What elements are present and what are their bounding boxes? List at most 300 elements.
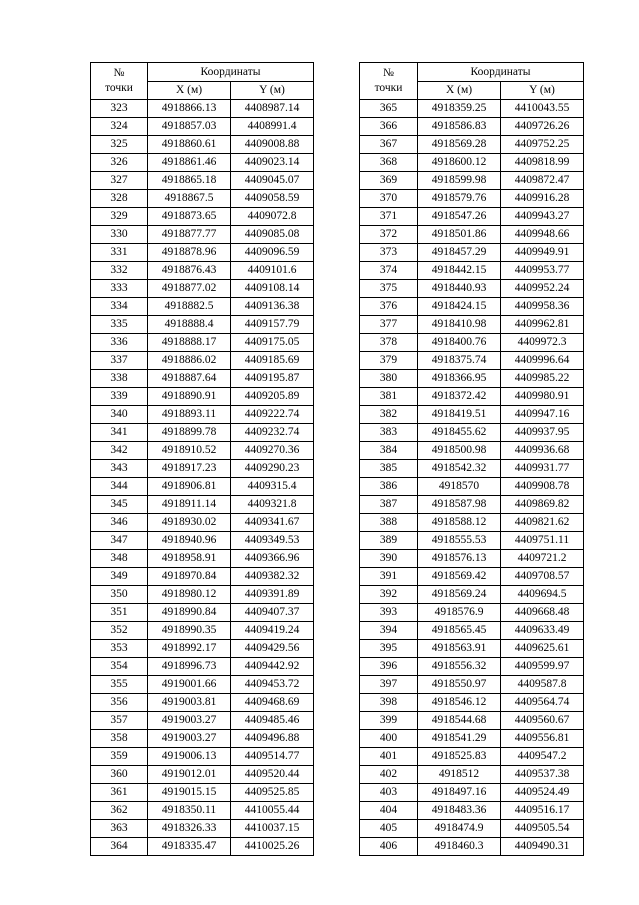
x-coordinate-cell: 4918500.98 xyxy=(418,442,501,460)
table-left-body xyxy=(91,63,314,856)
point-number-cell: 339 xyxy=(91,388,148,406)
x-coordinate-cell: 4918483.36 xyxy=(418,802,501,820)
point-number-cell: 400 xyxy=(360,730,418,748)
point-number-cell: 364 xyxy=(91,838,148,856)
table-row xyxy=(360,676,584,694)
table-row xyxy=(91,208,314,226)
point-number-cell: 341 xyxy=(91,424,148,442)
point-number-cell: 368 xyxy=(360,154,418,172)
x-coordinate-cell: 4918542.32 xyxy=(418,460,501,478)
table-row xyxy=(360,694,584,712)
number-sign: № xyxy=(383,67,394,79)
table-row xyxy=(91,622,314,640)
point-number-cell: 360 xyxy=(91,766,148,784)
point-number-cell: 383 xyxy=(360,424,418,442)
x-coordinate-cell: 4918893.11 xyxy=(148,406,231,424)
table-row xyxy=(360,802,584,820)
y-coordinate-cell: 4409556.81 xyxy=(501,730,584,748)
x-coordinate-cell: 4918442.15 xyxy=(418,262,501,280)
y-coordinate-cell: 4409366.96 xyxy=(231,550,314,568)
x-coordinate-cell: 4918990.84 xyxy=(148,604,231,622)
x-coordinate-cell: 4919012.01 xyxy=(148,766,231,784)
table-row xyxy=(91,154,314,172)
x-coordinate-cell: 4918359.25 xyxy=(418,100,501,118)
point-number-cell: 388 xyxy=(360,514,418,532)
y-coordinate-cell: 4410037.15 xyxy=(231,820,314,838)
y-coordinate-cell: 4409916.28 xyxy=(501,190,584,208)
x-coordinate-cell: 4918899.78 xyxy=(148,424,231,442)
point-number-cell: 384 xyxy=(360,442,418,460)
table-row xyxy=(91,442,314,460)
x-coordinate-cell: 4918911.14 xyxy=(148,496,231,514)
table-row xyxy=(360,550,584,568)
point-number-header xyxy=(360,63,418,100)
table-right-body xyxy=(360,63,584,856)
table-row xyxy=(91,172,314,190)
table-row xyxy=(360,100,584,118)
y-coordinate-cell: 4409205.89 xyxy=(231,388,314,406)
y-coordinate-cell: 4409936.68 xyxy=(501,442,584,460)
x-coordinate-cell: 4918419.51 xyxy=(418,406,501,424)
x-coordinate-cell: 4918890.91 xyxy=(148,388,231,406)
x-coordinate-cell: 4918877.77 xyxy=(148,226,231,244)
y-coordinate-cell: 4409985.22 xyxy=(501,370,584,388)
number-sign: № xyxy=(113,67,125,79)
y-coordinate-cell: 4409980.91 xyxy=(501,388,584,406)
y-coordinate-cell: 4409668.48 xyxy=(501,604,584,622)
x-coordinate-cell: 4919003.81 xyxy=(148,694,231,712)
table-row xyxy=(360,424,584,442)
y-coordinate-cell: 4409937.95 xyxy=(501,424,584,442)
y-coordinate-cell: 4409599.97 xyxy=(501,658,584,676)
x-coordinate-cell: 4919003.27 xyxy=(148,730,231,748)
table-row xyxy=(91,730,314,748)
y-coordinate-cell: 4409341.67 xyxy=(231,514,314,532)
table-row xyxy=(91,334,314,352)
x-coordinate-cell: 4918555.53 xyxy=(418,532,501,550)
y-coordinate-cell: 4409429.56 xyxy=(231,640,314,658)
table-row xyxy=(360,640,584,658)
table-row xyxy=(91,838,314,856)
table-row xyxy=(91,586,314,604)
x-coordinate-cell: 4918876.43 xyxy=(148,262,231,280)
x-coordinate-cell: 4918996.73 xyxy=(148,658,231,676)
point-number-cell: 397 xyxy=(360,676,418,694)
x-coordinate-cell: 4918917.23 xyxy=(148,460,231,478)
point-number-cell: 350 xyxy=(91,586,148,604)
table-row xyxy=(91,280,314,298)
y-coordinate-cell: 4409947.16 xyxy=(501,406,584,424)
x-coordinate-cell: 4918541.29 xyxy=(418,730,501,748)
y-coordinate-cell: 4409496.88 xyxy=(231,730,314,748)
y-coordinate-cell: 4409633.49 xyxy=(501,622,584,640)
point-number-cell: 334 xyxy=(91,298,148,316)
y-coordinate-cell: 4409505.54 xyxy=(501,820,584,838)
point-number-header xyxy=(91,63,148,100)
x-coordinate-cell: 4919001.66 xyxy=(148,676,231,694)
point-number-cell: 382 xyxy=(360,406,418,424)
point-number-cell: 329 xyxy=(91,208,148,226)
y-coordinate-cell: 4409349.53 xyxy=(231,532,314,550)
point-number-cell: 340 xyxy=(91,406,148,424)
x-coordinate-cell: 4918886.02 xyxy=(148,352,231,370)
point-number-cell: 324 xyxy=(91,118,148,136)
x-coordinate-cell: 4918600.12 xyxy=(418,154,501,172)
y-coordinate-cell: 4408987.14 xyxy=(231,100,314,118)
table-row xyxy=(360,190,584,208)
point-number-cell: 328 xyxy=(91,190,148,208)
x-coordinate-cell: 4918366.95 xyxy=(418,370,501,388)
table-row xyxy=(91,316,314,334)
x-coordinate-cell: 4918570 xyxy=(418,478,501,496)
x-coordinate-cell: 4918372.42 xyxy=(418,388,501,406)
y-coordinate-cell: 4409694.5 xyxy=(501,586,584,604)
table-row xyxy=(91,532,314,550)
x-coordinate-cell: 4918400.76 xyxy=(418,334,501,352)
y-coordinate-cell: 4409315.4 xyxy=(231,478,314,496)
point-number-cell: 331 xyxy=(91,244,148,262)
x-header: X (м) xyxy=(418,82,501,100)
y-coordinate-cell: 4409972.3 xyxy=(501,334,584,352)
y-header: Y (м) xyxy=(231,82,314,100)
point-number-cell: 401 xyxy=(360,748,418,766)
table-row xyxy=(91,478,314,496)
y-coordinate-cell: 4409537.38 xyxy=(501,766,584,784)
x-coordinate-cell: 4918544.68 xyxy=(418,712,501,730)
table-row xyxy=(360,838,584,856)
point-number-cell: 373 xyxy=(360,244,418,262)
y-coordinate-cell: 4409547.2 xyxy=(501,748,584,766)
x-coordinate-cell: 4918940.96 xyxy=(148,532,231,550)
y-coordinate-cell: 4409952.24 xyxy=(501,280,584,298)
x-coordinate-cell: 4918860.61 xyxy=(148,136,231,154)
x-coordinate-cell: 4918882.5 xyxy=(148,298,231,316)
table-row xyxy=(91,298,314,316)
x-coordinate-cell: 4918867.5 xyxy=(148,190,231,208)
x-coordinate-cell: 4918547.26 xyxy=(418,208,501,226)
table-row xyxy=(360,658,584,676)
point-number-cell: 399 xyxy=(360,712,418,730)
point-number-cell: 343 xyxy=(91,460,148,478)
x-coordinate-cell: 4918350.11 xyxy=(148,802,231,820)
point-number-cell: 348 xyxy=(91,550,148,568)
y-coordinate-cell: 4409752.25 xyxy=(501,136,584,154)
table-row xyxy=(360,622,584,640)
table-row xyxy=(360,496,584,514)
point-number-cell: 405 xyxy=(360,820,418,838)
y-coordinate-cell: 4409958.36 xyxy=(501,298,584,316)
table-row xyxy=(360,226,584,244)
point-number-cell: 330 xyxy=(91,226,148,244)
coordinates-header: Координаты xyxy=(418,63,584,82)
point-number-cell: 327 xyxy=(91,172,148,190)
y-coordinate-cell: 4409232.74 xyxy=(231,424,314,442)
table-row xyxy=(360,568,584,586)
x-coordinate-cell: 4918501.86 xyxy=(418,226,501,244)
point-number-cell: 325 xyxy=(91,136,148,154)
table-row xyxy=(360,298,584,316)
point-number-cell: 376 xyxy=(360,298,418,316)
point-number-cell: 362 xyxy=(91,802,148,820)
table-row xyxy=(360,532,584,550)
table-row xyxy=(91,100,314,118)
table-row xyxy=(91,118,314,136)
y-coordinate-cell: 4409085.08 xyxy=(231,226,314,244)
y-coordinate-cell: 4409962.81 xyxy=(501,316,584,334)
y-coordinate-cell: 4408991.4 xyxy=(231,118,314,136)
point-number-cell: 395 xyxy=(360,640,418,658)
point-number-cell: 375 xyxy=(360,280,418,298)
table-row xyxy=(360,334,584,352)
y-coordinate-cell: 4409949.91 xyxy=(501,244,584,262)
y-coordinate-cell: 4409023.14 xyxy=(231,154,314,172)
x-coordinate-cell: 4918410.98 xyxy=(418,316,501,334)
x-coordinate-cell: 4918569.42 xyxy=(418,568,501,586)
table-row xyxy=(91,226,314,244)
point-label: точки xyxy=(374,82,403,94)
y-coordinate-cell: 4409514.77 xyxy=(231,748,314,766)
point-number-cell: 392 xyxy=(360,586,418,604)
y-coordinate-cell: 4409726.26 xyxy=(501,118,584,136)
table-row xyxy=(91,352,314,370)
x-coordinate-cell: 4918460.3 xyxy=(418,838,501,856)
point-number-cell: 363 xyxy=(91,820,148,838)
table-row xyxy=(360,316,584,334)
x-coordinate-cell: 4918569.28 xyxy=(418,136,501,154)
table-row xyxy=(360,478,584,496)
table-row xyxy=(360,748,584,766)
point-number-cell: 338 xyxy=(91,370,148,388)
table-row xyxy=(360,514,584,532)
point-number-cell: 403 xyxy=(360,784,418,802)
x-header: X (м) xyxy=(148,82,231,100)
point-number-cell: 394 xyxy=(360,622,418,640)
y-coordinate-cell: 4409525.85 xyxy=(231,784,314,802)
y-coordinate-cell: 4409045.07 xyxy=(231,172,314,190)
point-number-cell: 344 xyxy=(91,478,148,496)
x-coordinate-cell: 4918576.13 xyxy=(418,550,501,568)
point-number-cell: 326 xyxy=(91,154,148,172)
y-coordinate-cell: 4409101.6 xyxy=(231,262,314,280)
x-coordinate-cell: 4918455.62 xyxy=(418,424,501,442)
x-coordinate-cell: 4918550.97 xyxy=(418,676,501,694)
point-number-cell: 404 xyxy=(360,802,418,820)
table-row xyxy=(360,730,584,748)
y-coordinate-cell: 4409108.14 xyxy=(231,280,314,298)
y-coordinate-cell: 4409175.05 xyxy=(231,334,314,352)
x-coordinate-cell: 4918906.81 xyxy=(148,478,231,496)
x-coordinate-cell: 4918565.45 xyxy=(418,622,501,640)
table-row xyxy=(91,496,314,514)
point-number-cell: 354 xyxy=(91,658,148,676)
x-coordinate-cell: 4918440.93 xyxy=(418,280,501,298)
table-row xyxy=(360,604,584,622)
point-number-cell: 367 xyxy=(360,136,418,154)
y-coordinate-cell: 4409195.87 xyxy=(231,370,314,388)
table-row xyxy=(360,244,584,262)
y-coordinate-cell: 4409485.46 xyxy=(231,712,314,730)
y-coordinate-cell: 4409520.44 xyxy=(231,766,314,784)
y-coordinate-cell: 4409490.31 xyxy=(501,838,584,856)
table-row xyxy=(91,676,314,694)
point-number-cell: 370 xyxy=(360,190,418,208)
point-number-cell: 345 xyxy=(91,496,148,514)
point-number-cell: 365 xyxy=(360,100,418,118)
y-coordinate-cell: 4409943.27 xyxy=(501,208,584,226)
y-coordinate-cell: 4409468.69 xyxy=(231,694,314,712)
table-row xyxy=(91,388,314,406)
x-coordinate-cell: 4918970.84 xyxy=(148,568,231,586)
x-coordinate-cell: 4918546.12 xyxy=(418,694,501,712)
point-number-cell: 378 xyxy=(360,334,418,352)
table-row xyxy=(91,190,314,208)
y-coordinate-cell: 4409382.32 xyxy=(231,568,314,586)
table-row xyxy=(360,154,584,172)
table-row xyxy=(91,262,314,280)
coordinates-table-left xyxy=(90,62,314,856)
coordinates-header: Координаты xyxy=(148,63,314,82)
x-coordinate-cell: 4918497.16 xyxy=(418,784,501,802)
table-row xyxy=(360,712,584,730)
y-coordinate-cell: 4409136.38 xyxy=(231,298,314,316)
table-row xyxy=(91,802,314,820)
point-number-cell: 359 xyxy=(91,748,148,766)
y-coordinate-cell: 4409869.82 xyxy=(501,496,584,514)
x-coordinate-cell: 4918958.91 xyxy=(148,550,231,568)
point-number-cell: 323 xyxy=(91,100,148,118)
x-coordinate-cell: 4919003.27 xyxy=(148,712,231,730)
table-row xyxy=(360,460,584,478)
table-row xyxy=(91,694,314,712)
y-coordinate-cell: 4409222.74 xyxy=(231,406,314,424)
x-coordinate-cell: 4918873.65 xyxy=(148,208,231,226)
y-coordinate-cell: 4409524.49 xyxy=(501,784,584,802)
point-label: точки xyxy=(105,82,133,94)
x-coordinate-cell: 4918586.83 xyxy=(418,118,501,136)
header-row xyxy=(360,63,584,82)
x-coordinate-cell: 4918861.46 xyxy=(148,154,231,172)
point-number-cell: 396 xyxy=(360,658,418,676)
point-number-cell: 332 xyxy=(91,262,148,280)
point-number-cell: 372 xyxy=(360,226,418,244)
y-coordinate-cell: 4409560.67 xyxy=(501,712,584,730)
table-row xyxy=(91,136,314,154)
point-number-cell: 369 xyxy=(360,172,418,190)
x-coordinate-cell: 4918992.17 xyxy=(148,640,231,658)
point-number-cell: 358 xyxy=(91,730,148,748)
table-row xyxy=(91,658,314,676)
y-coordinate-cell: 4409931.77 xyxy=(501,460,584,478)
table-row xyxy=(91,604,314,622)
point-number-cell: 389 xyxy=(360,532,418,550)
point-number-cell: 374 xyxy=(360,262,418,280)
y-coordinate-cell: 4409908.78 xyxy=(501,478,584,496)
y-coordinate-cell: 4409948.66 xyxy=(501,226,584,244)
y-coordinate-cell: 4410025.26 xyxy=(231,838,314,856)
y-coordinate-cell: 4409270.36 xyxy=(231,442,314,460)
coordinates-table-right xyxy=(359,62,584,856)
x-coordinate-cell: 4918588.12 xyxy=(418,514,501,532)
point-number-cell: 337 xyxy=(91,352,148,370)
x-coordinate-cell: 4918525.83 xyxy=(418,748,501,766)
table-row xyxy=(360,586,584,604)
table-row xyxy=(91,550,314,568)
x-coordinate-cell: 4918857.03 xyxy=(148,118,231,136)
point-number-cell: 349 xyxy=(91,568,148,586)
point-number-cell: 357 xyxy=(91,712,148,730)
y-coordinate-cell: 4409157.79 xyxy=(231,316,314,334)
table-row xyxy=(360,262,584,280)
table-row xyxy=(360,766,584,784)
point-number-cell: 371 xyxy=(360,208,418,226)
table-row xyxy=(360,820,584,838)
x-coordinate-cell: 4919015.15 xyxy=(148,784,231,802)
point-number-cell: 355 xyxy=(91,676,148,694)
table-row xyxy=(91,712,314,730)
point-number-cell: 347 xyxy=(91,532,148,550)
y-coordinate-cell: 4410043.55 xyxy=(501,100,584,118)
x-coordinate-cell: 4918474.9 xyxy=(418,820,501,838)
y-coordinate-cell: 4409708.57 xyxy=(501,568,584,586)
y-coordinate-cell: 4409096.59 xyxy=(231,244,314,262)
table-row xyxy=(360,280,584,298)
y-coordinate-cell: 4409821.62 xyxy=(501,514,584,532)
header-row xyxy=(91,63,314,82)
table-row xyxy=(91,424,314,442)
x-coordinate-cell: 4918990.35 xyxy=(148,622,231,640)
x-coordinate-cell: 4918326.33 xyxy=(148,820,231,838)
x-coordinate-cell: 4918930.02 xyxy=(148,514,231,532)
y-coordinate-cell: 4409625.61 xyxy=(501,640,584,658)
point-number-cell: 356 xyxy=(91,694,148,712)
point-number-cell: 380 xyxy=(360,370,418,388)
x-coordinate-cell: 4918556.32 xyxy=(418,658,501,676)
y-coordinate-cell: 4409290.23 xyxy=(231,460,314,478)
x-coordinate-cell: 4918877.02 xyxy=(148,280,231,298)
point-number-cell: 342 xyxy=(91,442,148,460)
table-row xyxy=(360,208,584,226)
x-coordinate-cell: 4918563.91 xyxy=(418,640,501,658)
point-number-cell: 351 xyxy=(91,604,148,622)
x-coordinate-cell: 4918866.13 xyxy=(148,100,231,118)
table-row xyxy=(91,460,314,478)
y-coordinate-cell: 4410055.44 xyxy=(231,802,314,820)
y-coordinate-cell: 4409453.72 xyxy=(231,676,314,694)
y-coordinate-cell: 4409721.2 xyxy=(501,550,584,568)
table-row xyxy=(91,370,314,388)
x-coordinate-cell: 4918587.98 xyxy=(418,496,501,514)
y-coordinate-cell: 4409072.8 xyxy=(231,208,314,226)
point-number-cell: 402 xyxy=(360,766,418,784)
point-number-cell: 381 xyxy=(360,388,418,406)
y-coordinate-cell: 4409391.89 xyxy=(231,586,314,604)
point-number-cell: 385 xyxy=(360,460,418,478)
table-row xyxy=(360,370,584,388)
y-coordinate-cell: 4409996.64 xyxy=(501,352,584,370)
y-coordinate-cell: 4409818.99 xyxy=(501,154,584,172)
table-row xyxy=(360,118,584,136)
y-coordinate-cell: 4409321.8 xyxy=(231,496,314,514)
point-number-cell: 361 xyxy=(91,784,148,802)
x-coordinate-cell: 4918569.24 xyxy=(418,586,501,604)
x-coordinate-cell: 4918910.52 xyxy=(148,442,231,460)
table-row xyxy=(91,766,314,784)
x-coordinate-cell: 4918980.12 xyxy=(148,586,231,604)
table-row xyxy=(91,784,314,802)
point-number-cell: 387 xyxy=(360,496,418,514)
y-coordinate-cell: 4409516.17 xyxy=(501,802,584,820)
x-coordinate-cell: 4918457.29 xyxy=(418,244,501,262)
